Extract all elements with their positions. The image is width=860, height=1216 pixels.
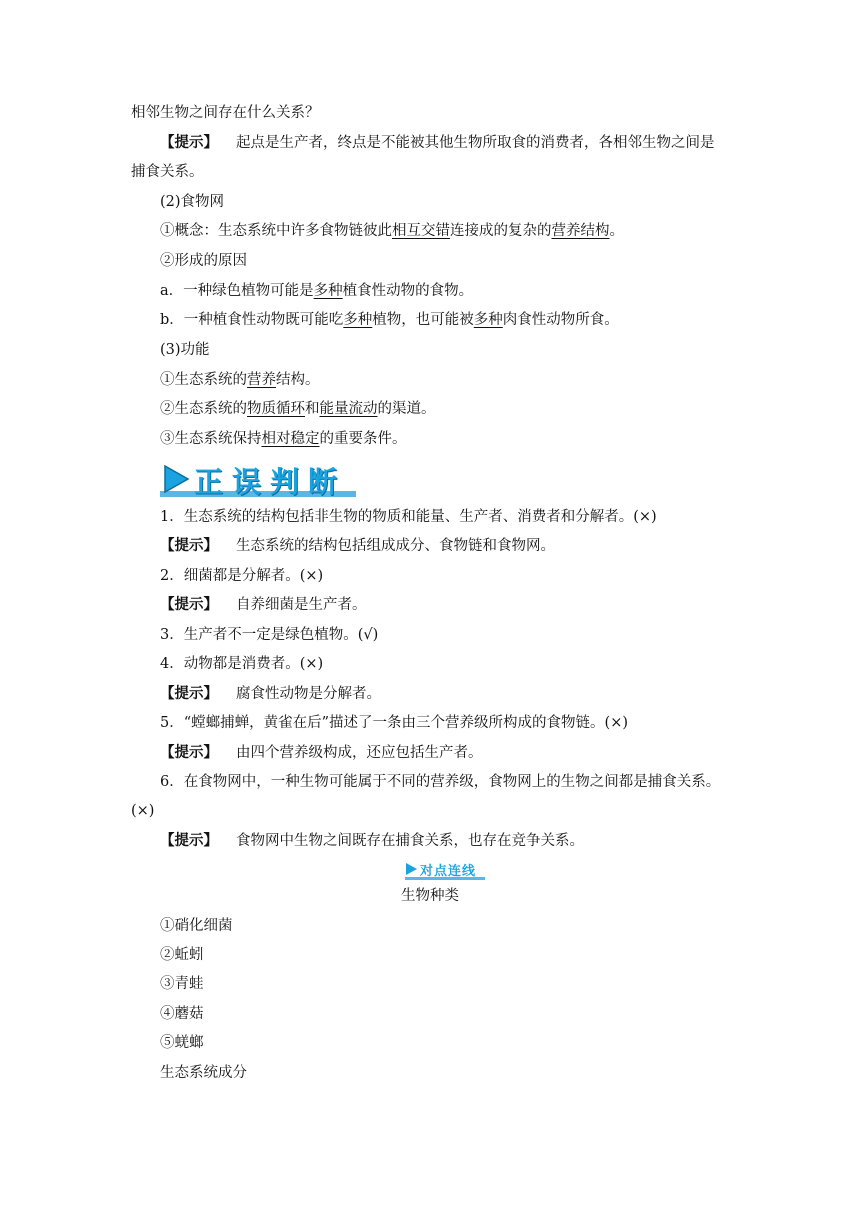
components-title: 生态系统成分 <box>160 1065 247 1081</box>
hint-label: 【提示】 <box>160 833 218 849</box>
judgement-6-cont: (×) <box>131 803 155 819</box>
species-item: ②蚯蚓 <box>160 947 204 963</box>
species-item: ⑤蜣螂 <box>160 1035 204 1051</box>
judgement-5: 5．“螳螂捕蝉，黄雀在后”描述了一条由三个营养级所构成的食物链。(×) <box>160 715 629 731</box>
blank-answer: 营养结构 <box>551 223 610 239</box>
blank-answer: 物质循环 <box>247 401 305 417</box>
hint-text: 食物网中生物之间既存在捕食关系，也存在竞争关系。 <box>236 833 584 849</box>
text: b．一种植食性动物既可能吃 <box>160 312 344 328</box>
concept-line <box>160 221 624 241</box>
text: 肉食性动物所食。 <box>502 312 619 328</box>
play-arrow-icon <box>162 465 190 493</box>
text: 的渠道。 <box>377 401 436 417</box>
reason-b <box>160 310 619 330</box>
function-3 <box>160 429 407 449</box>
function-1 <box>160 370 320 390</box>
text: 。 <box>609 223 624 239</box>
text: 连接成的复杂的 <box>450 223 552 239</box>
hint-label: 【提示】 <box>160 135 218 151</box>
matching-banner-title: 对点连线 <box>420 864 477 879</box>
hint-text: 生态系统的结构包括组成成分、食物链和食物网。 <box>236 538 555 554</box>
hint-line <box>160 536 555 556</box>
banner-title: 正误判断 <box>194 465 347 499</box>
text: ③生态系统保持 <box>160 431 262 447</box>
hint-label: 【提示】 <box>160 597 218 613</box>
judgement-3: 3．生产者不一定是绿色植物。(√) <box>160 627 379 643</box>
blank-answer: 相对稳定 <box>261 431 320 447</box>
blank-answer: 营养 <box>247 372 276 388</box>
hint-label: 【提示】 <box>160 686 218 702</box>
hint-line <box>160 595 367 615</box>
section-banner <box>160 461 356 497</box>
hint-line <box>160 133 715 153</box>
blank-answer: 多种 <box>473 312 503 328</box>
hint-line <box>160 684 381 704</box>
hint-text: 腐食性动物是分解者。 <box>236 686 381 702</box>
question-tail: 相邻生物之间存在什么关系？ <box>131 105 320 121</box>
hint-text: 自养细菌是生产者。 <box>236 597 367 613</box>
judgement-1: 1．生态系统的结构包括非生物的物质和能量、生产者、消费者和分解者。(×) <box>160 509 657 525</box>
hint-line <box>160 831 584 851</box>
text: 和 <box>305 401 320 417</box>
function-heading: (3)功能 <box>160 342 210 358</box>
blank-answer: 相互交错 <box>392 223 450 239</box>
text: ①生态系统的 <box>160 372 247 388</box>
text: 植物，也可能被 <box>372 312 474 328</box>
function-2 <box>160 399 436 419</box>
species-item: ①硝化细菌 <box>160 918 233 934</box>
judgement-4: 4．动物都是消费者。(×) <box>160 656 324 672</box>
species-item: ③青蛙 <box>160 976 204 992</box>
text: 结构。 <box>276 372 320 388</box>
judgement-6: 6．在食物网中，一种生物可能属于不同的营养级，食物网上的生物之间都是捕食关系。 <box>160 774 721 790</box>
text: a．一种绿色植物可能是 <box>160 283 314 299</box>
play-arrow-icon <box>405 862 418 876</box>
reason-heading: ②形成的原因 <box>160 253 247 269</box>
reason-a <box>160 281 473 301</box>
judgement-2: 2．细菌都是分解者。(×) <box>160 568 324 584</box>
text: ②生态系统的 <box>160 401 247 417</box>
hint-label: 【提示】 <box>160 538 218 554</box>
species-title: 生物种类 <box>401 888 459 904</box>
food-web-heading: (2)食物网 <box>160 194 225 210</box>
blank-answer: 能量流动 <box>319 401 378 417</box>
text: 的重要条件。 <box>319 431 407 447</box>
hint-text: 由四个营养级构成，还应包括生产者。 <box>236 745 483 761</box>
hint-line <box>160 743 483 763</box>
hint-text: 起点是生产者，终点是不能被其他生物所取食的消费者，各相邻生物之间是 <box>236 135 715 151</box>
text: ①概念：生态系统中许多食物链彼此 <box>160 223 392 239</box>
blank-answer: 多种 <box>313 283 343 299</box>
species-item: ④蘑菇 <box>160 1006 204 1022</box>
blank-answer: 多种 <box>343 312 373 328</box>
hint-label: 【提示】 <box>160 745 218 761</box>
text: 植食性动物的食物。 <box>342 283 474 299</box>
hint-text-cont: 捕食关系。 <box>131 164 204 180</box>
matching-banner <box>405 860 485 880</box>
